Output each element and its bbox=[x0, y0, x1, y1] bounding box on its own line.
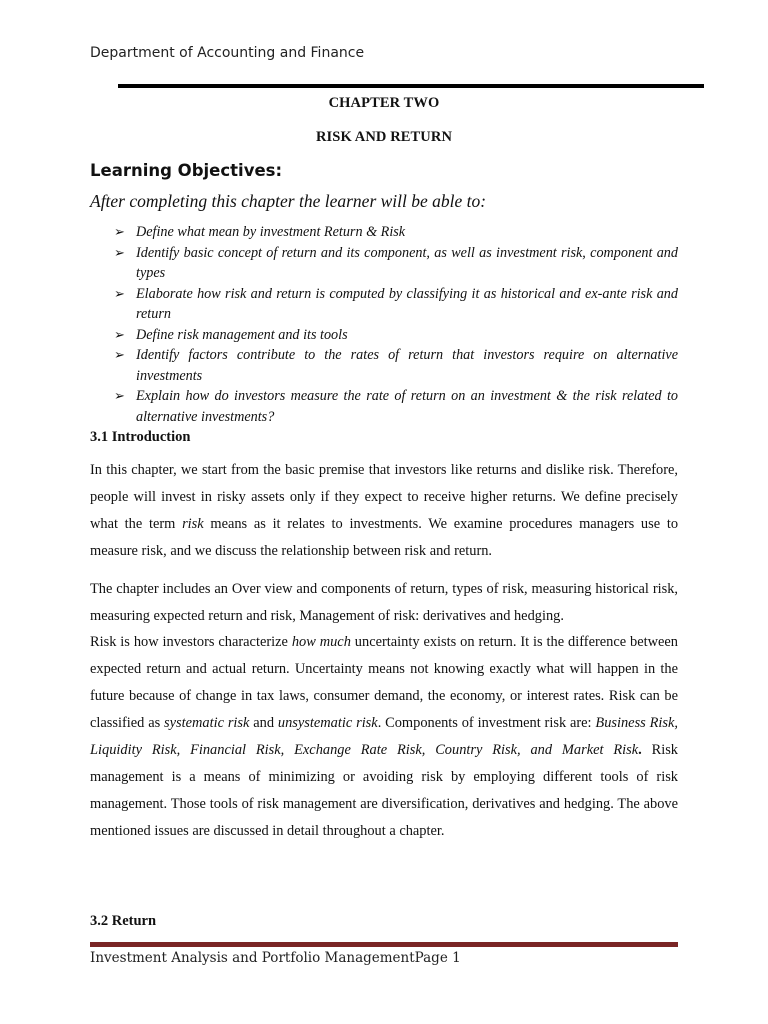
objective-item bbox=[112, 325, 678, 346]
objective-text: Identify factors contribute to the rates of return that investors require on alternative investments bbox=[136, 347, 678, 384]
text-run: Risk management is a means of minimizing or avoiding risk by employing different tools of risk management. Those tools of risk management are diversification, derivatives and hedging. The above mentioned issues are discussed in detail throughout a chapter. bbox=[90, 742, 678, 839]
intro-paragraph-3 bbox=[90, 629, 678, 845]
objective-text: Elaborate how risk and return is computed by classifying it as historical and ex-ante risk and return bbox=[136, 285, 678, 322]
text-run: uncertainty exists on return. It is the difference between expected return and actual return. Uncertainty means not knowing exactly what will happen in the future because of change in tax laws, consumer demand, the economy, or interest rates. Risk can be classified as bbox=[90, 634, 678, 731]
objective-item bbox=[112, 386, 678, 427]
objective-text: Explain how do investors measure the rate of return on an investment & the risk related to alternative investments? bbox=[136, 388, 678, 425]
header-divider bbox=[118, 84, 704, 88]
objective-item bbox=[112, 345, 678, 386]
arrow-bullet-icon: ➢ bbox=[114, 326, 125, 342]
emphasis-risk: risk bbox=[182, 516, 204, 532]
text-run: . Components of investment risk are: bbox=[377, 715, 596, 731]
objective-item bbox=[112, 284, 678, 325]
learning-objectives-heading: Learning Objectives: bbox=[90, 161, 283, 180]
chapter-title: RISK AND RETURN bbox=[315, 129, 453, 145]
section-heading-introduction: 3.1 Introduction bbox=[90, 429, 191, 445]
arrow-bullet-icon: ➢ bbox=[114, 347, 125, 362]
objective-item bbox=[112, 243, 678, 284]
text-run: means as it relates to investments. We examine procedures managers use to measure risk, and we discuss the relationship between risk and return. bbox=[90, 516, 679, 559]
objective-item bbox=[112, 222, 678, 243]
text-run: . bbox=[638, 742, 642, 758]
emphasis-risk-components: Business Risk, Liquidity Risk, Financial Risk, Exchange Rate Risk, Country Risk, and Market Risk bbox=[90, 715, 678, 758]
emphasis-unsystematic-risk: unsystematic risk bbox=[277, 715, 378, 731]
text-run: and bbox=[249, 715, 278, 731]
text-run: In this chapter, we start from the basic premise that investors like returns and dislike risk. Therefore, people will invest in risky assets only if they expect to receive higher returns. We define precisely what the term bbox=[90, 462, 678, 532]
emphasis-how-much: how much bbox=[291, 634, 351, 650]
objective-text: Identify basic concept of return and its component, as well as investment risk, component and types bbox=[136, 244, 678, 281]
text-run: Risk is how investors characterize bbox=[90, 634, 292, 650]
page-header: Department of Accounting and Finance bbox=[90, 45, 365, 61]
arrow-bullet-icon: ➢ bbox=[114, 224, 125, 239]
objective-text: Define risk management and its tools bbox=[136, 326, 348, 343]
arrow-bullet-icon: ➢ bbox=[114, 244, 125, 260]
chapter-label: CHAPTER TWO bbox=[328, 95, 440, 111]
intro-paragraph-2: The chapter includes an Over view and components of return, types of risk, measuring historical risk, measuring expected return and risk, Management of risk: derivatives and hedging. bbox=[90, 581, 678, 624]
objective-text: Define what mean by investment Return & Risk bbox=[136, 224, 406, 240]
arrow-bullet-icon: ➢ bbox=[114, 388, 125, 403]
footer-divider bbox=[90, 942, 678, 947]
page-footer: Investment Analysis and Portfolio ManagementPage 1 bbox=[90, 950, 461, 966]
section-heading-return: 3.2 Return bbox=[90, 913, 157, 929]
learning-objectives-intro: After completing this chapter the learner will be able to: bbox=[90, 191, 487, 211]
arrow-bullet-icon: ➢ bbox=[114, 285, 125, 301]
objectives-list bbox=[112, 222, 678, 427]
intro-paragraph-1 bbox=[90, 457, 678, 565]
emphasis-systematic-risk: systematic risk bbox=[164, 715, 250, 731]
